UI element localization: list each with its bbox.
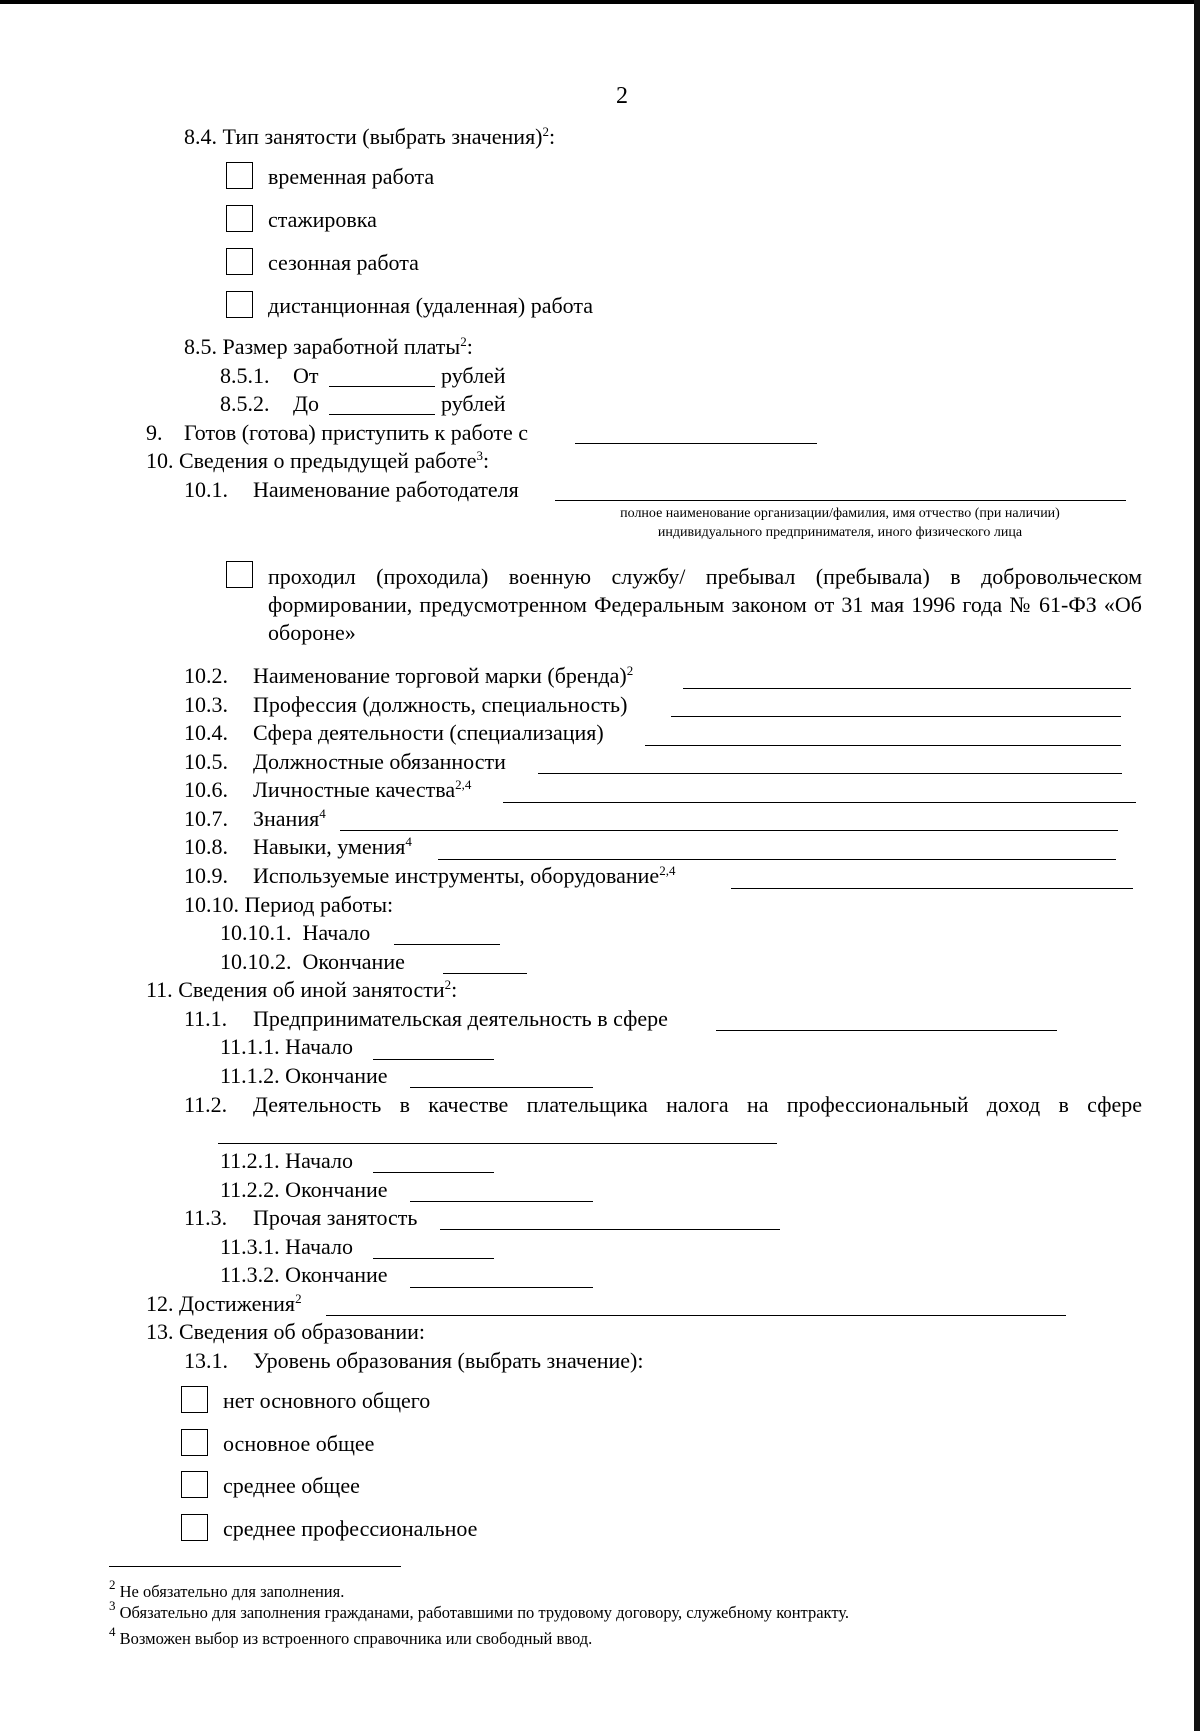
tools-label: [253, 863, 675, 889]
section-13-heading: [146, 1319, 425, 1345]
duties-field[interactable]: [538, 773, 1122, 774]
section-8-5-number: 8.5.: [184, 334, 217, 359]
section-12-number: 12.: [146, 1291, 174, 1316]
page-border-right: [1194, 0, 1200, 1731]
period-start-label: [220, 920, 370, 946]
period-start-field[interactable]: [394, 944, 500, 945]
footnote-mark: 2: [109, 1577, 116, 1592]
selfemployed-end-label: 11.2.2. Окончание: [220, 1177, 388, 1202]
salary-from-label: От: [293, 363, 319, 388]
salary-to-label: До: [293, 391, 320, 416]
section-10-number: 10.: [146, 448, 174, 473]
section-11-label: Сведения об иной занятости: [178, 977, 445, 1002]
section-11-heading: [146, 977, 457, 1003]
period-start-number: 10.10.1.: [220, 920, 292, 945]
knowledge-label: [253, 806, 326, 832]
section-8-4-heading: [184, 124, 555, 150]
footnote-mark: 4: [109, 1624, 116, 1639]
section-8-5-label: Размер заработной платы: [222, 334, 461, 359]
footnote-ref: 2: [444, 977, 452, 992]
entrepreneur-number: 11.1.: [184, 1006, 228, 1031]
colon: :: [466, 334, 473, 359]
entrepreneur-label: Предпринимательская деятельность в сфере: [253, 1006, 668, 1031]
education-none-checkbox[interactable]: [181, 1386, 208, 1413]
section-8-5-heading: [184, 334, 473, 360]
entrepreneur-start-field[interactable]: [373, 1059, 494, 1060]
section-13-label: Сведения об образовании:: [179, 1319, 426, 1344]
period-end-label: [220, 949, 405, 975]
knowledge-label-text: Знания: [253, 806, 320, 831]
footnote-3: [109, 1598, 850, 1623]
field-10-8-number: 10.8.: [184, 834, 228, 859]
footnote-text: Обязательно для заполнения гражданами, работавшими по трудовому договору, служебному контракту.: [119, 1603, 850, 1622]
military-service-checkbox[interactable]: [226, 561, 253, 588]
duties-label: Должностные обязанности: [253, 749, 506, 774]
employment-temporary-label: временная работа: [268, 164, 435, 189]
field-10-3-number: 10.3.: [184, 692, 228, 717]
employment-internship-checkbox[interactable]: [226, 205, 253, 232]
entrepreneur-end-field[interactable]: [410, 1087, 593, 1088]
selfemployed-label: Деятельность в качестве плательщика налога на профессиональный доход в сфере: [253, 1092, 1142, 1117]
period-heading: [184, 892, 393, 918]
tools-label-text: Используемые инструменты, оборудование: [253, 863, 660, 888]
footnote-4: [109, 1624, 593, 1649]
employment-remote-label: дистанционная (удаленная) работа: [268, 293, 594, 318]
education-vocational-checkbox[interactable]: [181, 1514, 208, 1541]
section-8-4-label: Тип занятости (выбрать значения): [222, 124, 543, 149]
entrepreneur-start-label: 11.1.1. Начало: [220, 1034, 353, 1059]
other-employment-field[interactable]: [440, 1229, 780, 1230]
employer-number: 10.1.: [184, 477, 228, 502]
selfemployed-start-field[interactable]: [373, 1172, 494, 1173]
education-level-number: 13.1.: [184, 1348, 228, 1373]
start-date-field[interactable]: [575, 443, 817, 444]
footnote-ref: 2: [626, 663, 634, 678]
achievements-field[interactable]: [326, 1315, 1066, 1316]
profession-field[interactable]: [671, 716, 1121, 717]
section-9-label: Готов (готова) приступить к работе с: [184, 420, 529, 445]
period-end-text: Окончание: [302, 949, 405, 974]
field-10-6-number: 10.6.: [184, 777, 228, 802]
salary-from-unit: рублей: [441, 363, 506, 388]
footnote-ref: 2,4: [659, 863, 676, 878]
employer-label: Наименование работодателя: [253, 477, 519, 502]
entrepreneur-end-label: 11.1.2. Окончание: [220, 1063, 388, 1088]
selfemployed-end-field[interactable]: [410, 1201, 593, 1202]
brand-field[interactable]: [683, 688, 1131, 689]
other-start-label: 11.3.1. Начало: [220, 1234, 353, 1259]
employment-internship-label: стажировка: [268, 207, 377, 232]
section-9-number: 9.: [146, 420, 163, 445]
education-vocational-label: среднее профессиональное: [223, 1516, 478, 1541]
personal-qualities-label: [253, 777, 471, 803]
field-10-5-number: 10.5.: [184, 749, 228, 774]
footnote-ref: 2: [542, 124, 550, 139]
footnote-ref: 3: [476, 448, 483, 463]
salary-to-unit: рублей: [441, 391, 506, 416]
military-service-text: проходил (проходила) военную службу/ пребывал (пребывала) в добровольческом формировании, предусмотренном Федеральным законом от 31 мая 1996 года № 61-ФЗ «Об обороне»: [268, 564, 1142, 645]
brand-label: [253, 663, 633, 689]
skills-field[interactable]: [438, 859, 1116, 860]
selfemployed-number: 11.2.: [184, 1092, 228, 1117]
employer-hint-line-1: полное наименование организации/фамилия, имя отчество (при наличии): [620, 506, 1060, 521]
selfemployed-start-label: 11.2.1. Начало: [220, 1148, 353, 1173]
field-10-4-number: 10.4.: [184, 720, 228, 745]
footnote-ref: 2,4: [455, 777, 472, 792]
colon: :: [549, 124, 556, 149]
footnote-text: Не обязательно для заполнения.: [119, 1582, 345, 1601]
period-label: Период работы:: [244, 892, 394, 917]
footnote-mark: 3: [109, 1598, 116, 1613]
salary-from-number: 8.5.1.: [220, 363, 270, 388]
section-12-label: Достижения: [179, 1291, 296, 1316]
page-number: 2: [616, 83, 628, 109]
brand-label-text: Наименование торговой марки (бренда): [253, 663, 627, 688]
personal-qualities-label-text: Личностные качества: [253, 777, 456, 802]
section-10-label: Сведения о предыдущей работе: [179, 448, 477, 473]
field-10-2-number: 10.2.: [184, 663, 228, 688]
salary-to-number: 8.5.2.: [220, 391, 270, 416]
page-border-top: [0, 0, 1200, 4]
knowledge-field[interactable]: [340, 830, 1118, 831]
education-basic-label: основное общее: [223, 1431, 375, 1456]
period-start-text: Начало: [302, 920, 371, 945]
employment-remote-checkbox[interactable]: [226, 291, 253, 318]
period-number: 10.10.: [184, 892, 239, 917]
colon: :: [482, 448, 490, 473]
field-10-7-number: 10.7.: [184, 806, 228, 831]
footnote-2: [109, 1577, 345, 1602]
skills-label-text: Навыки, умения: [253, 834, 406, 859]
salary-to-field[interactable]: [329, 414, 435, 415]
education-basic-checkbox[interactable]: [181, 1429, 208, 1456]
activity-area-field[interactable]: [645, 745, 1121, 746]
colon: :: [451, 977, 458, 1002]
employment-seasonal-label: сезонная работа: [268, 250, 419, 275]
education-secondary-label: среднее общее: [223, 1473, 360, 1498]
footnote-ref: 4: [405, 834, 412, 849]
employment-seasonal-checkbox[interactable]: [226, 248, 253, 275]
footnote-text: Возможен выбор из встроенного справочника или свободный ввод.: [119, 1629, 593, 1648]
other-start-field[interactable]: [373, 1258, 494, 1259]
tools-field[interactable]: [731, 888, 1133, 889]
skills-label: [253, 834, 412, 860]
entrepreneur-area-field[interactable]: [716, 1030, 1057, 1031]
employer-hint-line-2: индивидуального предпринимателя, иного физического лица: [657, 525, 1023, 540]
other-employment-label: Прочая занятость: [253, 1205, 418, 1230]
section-11-number: 11.: [146, 977, 173, 1002]
employment-temporary-checkbox[interactable]: [226, 162, 253, 189]
profession-label: Профессия (должность, специальность): [253, 692, 628, 717]
education-none-label: нет основного общего: [223, 1388, 431, 1413]
selfemployed-area-field[interactable]: [218, 1143, 777, 1144]
section-8-4-number: 8.4.: [184, 124, 217, 149]
employer-name-field[interactable]: [555, 500, 1126, 501]
period-end-field[interactable]: [443, 973, 527, 974]
footnote-ref: 2: [460, 334, 467, 349]
education-level-label: Уровень образования (выбрать значение):: [253, 1348, 644, 1373]
personal-qualities-field[interactable]: [503, 802, 1136, 803]
salary-from-field[interactable]: [329, 386, 435, 387]
footnote-ref: 4: [319, 806, 326, 821]
period-end-number: 10.10.2.: [220, 949, 292, 974]
footnote-ref: 2: [295, 1291, 302, 1306]
other-end-label: 11.3.2. Окончание: [220, 1262, 388, 1287]
section-10-heading: [146, 448, 489, 474]
footnote-separator: [109, 1566, 401, 1567]
other-employment-number: 11.3.: [184, 1205, 228, 1230]
other-end-field[interactable]: [410, 1287, 593, 1288]
activity-area-label: Сфера деятельности (специализация): [253, 720, 604, 745]
field-10-9-number: 10.9.: [184, 863, 228, 888]
section-13-number: 13.: [146, 1319, 174, 1344]
education-secondary-checkbox[interactable]: [181, 1471, 208, 1498]
section-12-heading: [146, 1291, 302, 1317]
